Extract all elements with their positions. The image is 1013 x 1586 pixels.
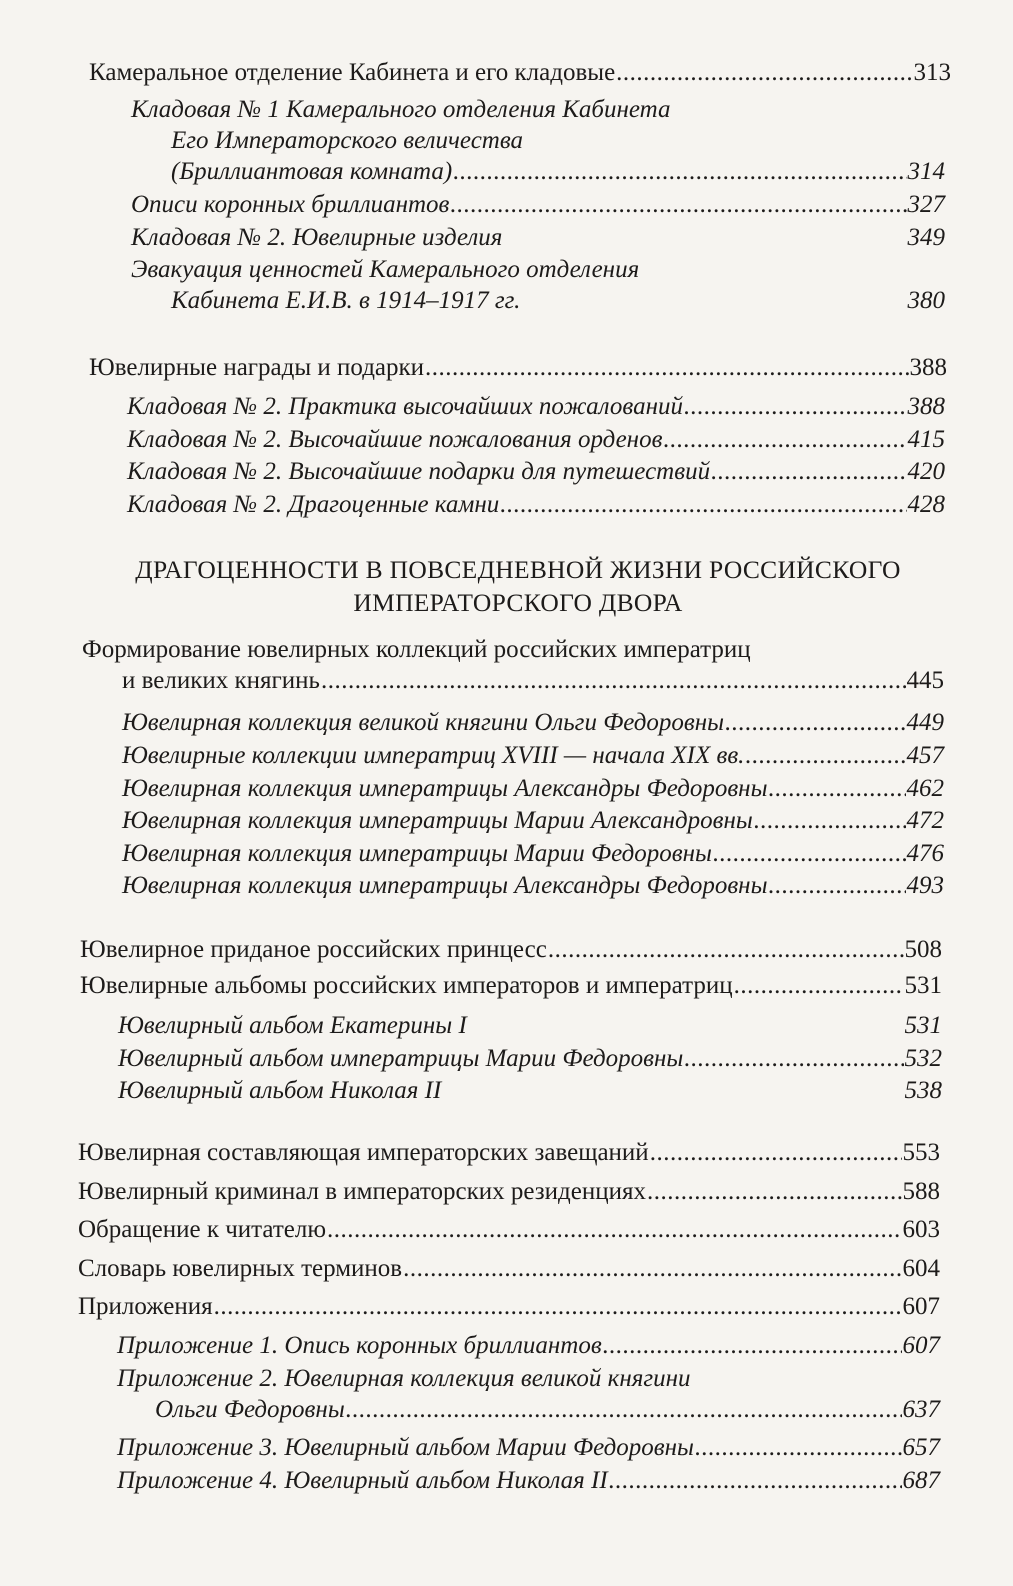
dot-leader [321,665,906,696]
toc-entry-title: Обращение к читателю [78,1216,327,1243]
dot-leader [327,1214,901,1245]
toc-entry-page: 588 [902,1178,940,1205]
dot-leader [684,391,907,422]
toc-entry-title: Приложение 4. Ювелирный альбом Николая II [117,1467,608,1494]
toc-entry-title-line: Формирование ювелирных коллекций российских императриц [82,636,751,663]
toc-entry-page: 607 [902,1332,940,1359]
toc-entry-page: 449 [906,709,944,736]
toc-subentry [122,838,944,869]
toc-entry-title: Кладовая № 2. Высочайшие пожалования орденов [127,426,663,453]
dot-leader [663,424,906,455]
toc-entry-title: Ювелирная коллекция императрицы Александры Федоровны [122,872,768,899]
toc-entry-title-line: Кабинета Е.И.В. в 1914–1917 гг. [171,287,521,314]
toc-entry-title: Ювелирное приданое российских принцесс [80,936,547,963]
toc-entry-title: Ювелирные альбомы российских императоров и императриц [80,972,733,999]
toc-entry-page: 637 [902,1396,940,1423]
dot-leader [609,1465,902,1496]
toc-entry-title: Ювелирный альбом Екатерины I [118,1012,467,1039]
toc-entry-page: 687 [902,1467,940,1494]
toc-subentry [122,870,944,901]
toc-entry-title: Приложение 1. Опись коронных бриллиантов [117,1332,602,1359]
toc-entry-title: Ювелирный криминал в императорских резиденциях [78,1178,647,1205]
toc-entry-title: Приложения [78,1293,213,1320]
dot-leader [754,805,906,836]
dot-leader [725,707,905,738]
toc-entry-title: Кладовая № 2. Драгоценные камни [127,491,500,518]
toc-entry-page: 415 [907,426,945,453]
toc-subentry [118,1075,942,1106]
toc-entry-page: 553 [902,1139,940,1166]
toc-entry-page: 603 [902,1216,940,1243]
dot-leader [214,1291,902,1322]
dot-leader [403,1253,901,1284]
toc-entry-title: Ювелирная коллекция императрицы Марии Федоровны [122,840,712,867]
toc-entry-title-line: Его Императорского величества [171,127,524,154]
toc-entry-title: Кладовая № 2. Ювелирные изделия [131,224,503,251]
toc-entry-title-line: Кладовая № 1 Камерального отделения Кабинета [131,96,671,123]
dot-leader [695,1432,902,1463]
toc-entry [82,634,944,696]
toc-subentry [122,773,944,804]
toc-subentry [127,424,945,455]
toc-entry-title: Ювелирный альбом Николая II [118,1077,442,1104]
dot-leader [616,57,912,88]
toc-entry-page: 531 [904,972,942,999]
toc-subentry [127,489,945,520]
toc-entry-page: 314 [907,158,945,185]
toc-entry-page: 508 [904,936,942,963]
dot-leader [711,456,906,487]
toc-entry-page: 457 [906,742,944,769]
toc-subentry [118,1043,942,1074]
toc-subentry [117,1330,940,1361]
toc-entry-page: 445 [906,667,944,694]
toc-entry-title: Ювелирная составляющая императорских завещаний [78,1139,649,1166]
toc-entry-title: Ювелирные награды и подарки [89,354,425,381]
toc-entry-title: Ювелирные коллекции императриц XVIII — начала XIX вв. [122,742,745,769]
toc-entry-title: Ювелирная коллекция императрицы Александры Федоровны [122,775,768,802]
toc-entry-page: 604 [902,1255,940,1282]
section-heading [78,553,958,619]
dot-leader [713,838,906,869]
dot-leader [453,156,906,187]
toc-entry-page: 476 [906,840,944,867]
toc-entry-page: 313 [913,59,951,86]
dot-leader [425,352,908,383]
toc-entry [89,352,947,383]
toc-entry-title: Кладовая № 2. Практика высочайших пожалований [127,393,683,420]
toc-entry-title-line: и великих княгинь [122,667,320,694]
toc-subentry [131,189,945,220]
toc-entry-page: 380 [907,287,945,314]
toc-entry-page: 349 [907,224,945,251]
toc-entry-page: 388 [907,393,945,420]
section-heading-line: ИМПЕРАТОРСКОГО ДВОРА [353,588,683,617]
toc-subentry [118,1010,942,1041]
toc-subentry [127,456,945,487]
toc-subentry [127,391,945,422]
toc-entry-page: 607 [902,1293,940,1320]
section-heading-line: ДРАГОЦЕННОСТИ В ПОВСЕДНЕВНОЙ ЖИЗНИ РОССИЙСКОГО [135,555,901,584]
toc-subentry [117,1363,940,1425]
toc-entry [80,934,942,965]
toc-entry-page: 538 [904,1077,942,1104]
toc-subentry [122,805,944,836]
toc-subentry [131,94,945,187]
toc-entry-title: Приложение 3. Ювелирный альбом Марии Федоровны [117,1434,694,1461]
toc-entry-page: 657 [902,1434,940,1461]
toc-subentry [131,254,945,316]
toc-subentry [117,1465,940,1496]
toc-entry-page: 420 [907,458,945,485]
dot-leader [745,740,905,771]
toc-entry-title: Словарь ювелирных терминов [78,1255,403,1282]
dot-leader [684,1043,903,1074]
toc-entry-title: Ювелирный альбом императрицы Марии Федоровны [118,1045,684,1072]
toc-entry [78,1214,940,1245]
toc-entry-page: 472 [906,807,944,834]
toc-entry-title-line: Ольги Федоровны [155,1396,345,1423]
toc-entry-title: Описи коронных бриллиантов [131,191,450,218]
dot-leader [650,1137,902,1168]
toc-entry-page: 462 [906,775,944,802]
dot-leader [647,1176,901,1207]
dot-leader [548,934,904,965]
toc-entry-title-line: Приложение 2. Ювелирная коллекция великой княгини [117,1365,691,1392]
toc-entry-page: 428 [907,491,945,518]
dot-leader [734,970,904,1001]
toc-entry-title: Камеральное отделение Кабинета и его кладовые [89,59,616,86]
toc-entry-page: 532 [904,1045,942,1072]
toc-entry-page: 493 [906,872,944,899]
toc-entry [78,1291,940,1322]
toc-subentry [131,222,945,253]
dot-leader [450,189,906,220]
toc-entry-title-line: (Бриллиантовая комната) [171,158,453,185]
toc-entry [78,1176,940,1207]
toc-entry-title: Ювелирная коллекция императрицы Марии Александровны [122,807,753,834]
toc-subentry [117,1432,940,1463]
toc-entry-page: 388 [909,354,947,381]
dot-leader [769,870,906,901]
toc-entry-title: Ювелирная коллекция великой княгини Ольги Федоровны [122,709,725,736]
toc-entry-page: 531 [904,1012,942,1039]
toc-entry-title: Кладовая № 2. Высочайшие подарки для путешествий [127,458,711,485]
dot-leader [500,489,906,520]
toc-subentry [122,707,944,738]
toc-entry-title-line: Эвакуация ценностей Камерального отделения [131,256,640,283]
toc-entry [78,1137,940,1168]
toc-entry-page: 327 [907,191,945,218]
toc-entry [78,1253,940,1284]
dot-leader [603,1330,902,1361]
dot-leader [346,1394,902,1425]
toc-entry [80,970,942,1001]
dot-leader [769,773,906,804]
toc-entry [89,57,951,88]
toc-subentry [122,740,944,771]
